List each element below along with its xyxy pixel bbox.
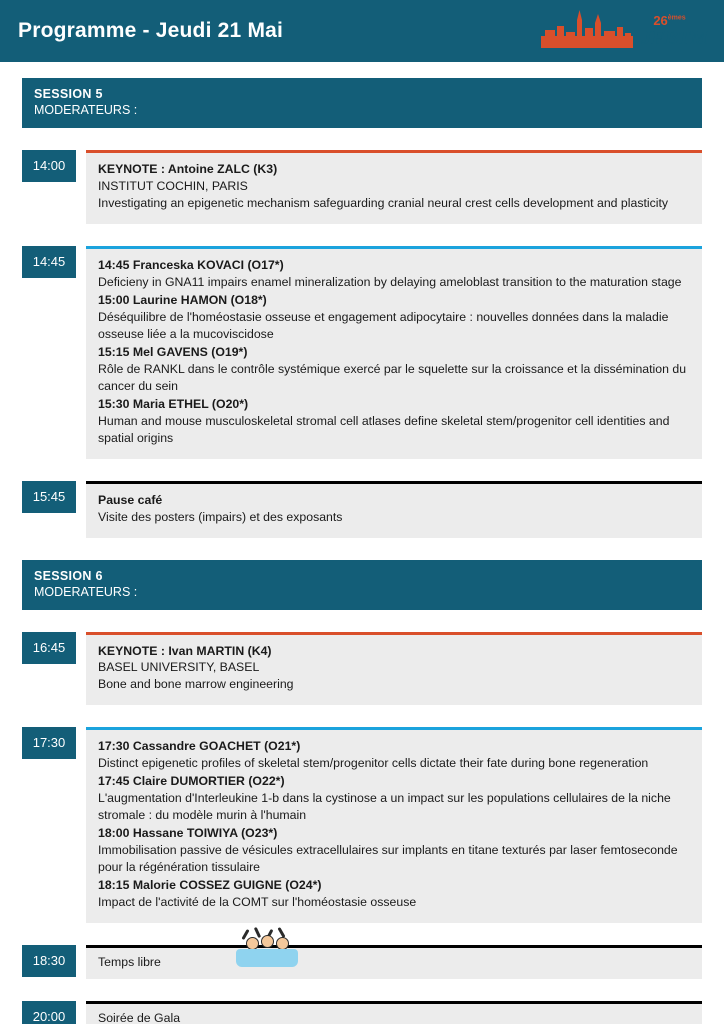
slot-line-text: Deficieny in GNA11 impairs enamel mineralization by delaying ameloblast transition to the maturation stage bbox=[98, 274, 682, 289]
slot-line-title: 17:30 Cassandre GOACHET (O21*) bbox=[98, 739, 301, 754]
slot-time: 20:00 bbox=[22, 1001, 76, 1024]
schedule-slot bbox=[22, 727, 702, 923]
schedule-slot bbox=[22, 481, 702, 538]
session-moderators: MODERATEURS : bbox=[34, 584, 138, 599]
slot-time: 14:00 bbox=[22, 150, 76, 182]
slot-line-text: BASEL UNIVERSITY, BASEL bbox=[98, 660, 260, 675]
slot-body bbox=[86, 150, 702, 224]
slot-body bbox=[86, 727, 702, 923]
slot-line-text: Soirée de Gala bbox=[98, 1011, 181, 1024]
slot-line-title: KEYNOTE : Antoine ZALC (K3) bbox=[98, 162, 278, 176]
slot-line-title: 18:00 Hassane TOIWIYA (O23*) bbox=[98, 826, 278, 841]
jfbtm-text: JFBTM bbox=[641, 27, 708, 49]
slot-time: 16:45 bbox=[22, 632, 76, 664]
congress-logo bbox=[541, 6, 708, 48]
session-banner bbox=[22, 78, 702, 128]
slot-line-text: Visite des posters (impairs) et des exposants bbox=[98, 509, 343, 524]
schedule-slot bbox=[22, 945, 702, 979]
session-banner bbox=[22, 560, 702, 610]
swimmers-icon bbox=[236, 927, 298, 967]
slot-line-text: INSTITUT COCHIN, PARIS bbox=[98, 178, 248, 193]
edition-number: 26èmes bbox=[653, 13, 686, 28]
city-skyline-icon bbox=[541, 6, 633, 48]
slot-time: 14:45 bbox=[22, 246, 76, 278]
slot-line-title: 15:00 Laurine HAMON (O18*) bbox=[98, 292, 267, 307]
slot-line-text: Investigating an epigenetic mechanism safeguarding cranial neural crest cells development and plasticity bbox=[98, 195, 669, 210]
slot-line-title: KEYNOTE : Ivan MARTIN (K4) bbox=[98, 643, 272, 658]
schedule-slot bbox=[22, 150, 702, 224]
slot-body bbox=[86, 632, 702, 706]
slot-line-title: 15:15 Mel GAVENS (O19*) bbox=[98, 344, 248, 359]
slot-line-title: 17:45 Claire DUMORTIER (O22*) bbox=[98, 774, 285, 789]
slot-time: 15:45 bbox=[22, 481, 76, 513]
page-header bbox=[0, 0, 724, 62]
slot-body bbox=[86, 481, 702, 538]
slot-line-title: 18:15 Malorie COSSEZ GUIGNE (O24*) bbox=[98, 878, 322, 893]
slot-body bbox=[86, 246, 702, 459]
page-title: Programme - Jeudi 21 Mai bbox=[18, 19, 284, 42]
schedule-slot bbox=[22, 246, 702, 459]
slot-line-title: 14:45 Franceska KOVACI (O17*) bbox=[98, 257, 284, 272]
slot-line-text: L'augmentation d'Interleukine 1-b dans la cystinose a un impact sur les populations cellulaires de la niche stromale : du modèle murin à l'humain bbox=[98, 791, 671, 823]
slot-line-text: Human and mouse musculoskeletal stromal cell atlases define skeletal stem/progenitor cell identities and spatial origins bbox=[98, 413, 670, 445]
slot-time: 17:30 bbox=[22, 727, 76, 759]
slot-line-text: Immobilisation passive de vésicules extracellulaires sur implants en titane texturés par laser femtoseconde pour la régénération tissulaire bbox=[98, 843, 678, 875]
slot-line-text: Distinct epigenetic profiles of skeletal stem/progenitor cells dictate their fate during bone regeneration bbox=[98, 756, 649, 771]
slot-time: 18:30 bbox=[22, 945, 76, 977]
programme-content bbox=[0, 62, 724, 1024]
slot-line-title: 15:30 Maria ETHEL (O20*) bbox=[98, 396, 249, 411]
slot-line-title: Pause café bbox=[98, 492, 163, 507]
slot-line-text: Bone and bone marrow engineering bbox=[98, 677, 294, 692]
slot-body bbox=[86, 945, 702, 979]
session-moderators: MODERATEURS : bbox=[34, 103, 138, 117]
slot-line-text: Temps libre bbox=[98, 955, 161, 970]
jfbtm-wordmark bbox=[641, 13, 708, 49]
session-title: SESSION 5 bbox=[34, 87, 103, 101]
schedule-slot bbox=[22, 1001, 702, 1024]
slot-line-text: Impact de l'activité de la COMT sur l'homéostasie osseuse bbox=[98, 895, 417, 910]
slot-line-text: Rôle de RANKL dans le contrôle systémique exercé par le squelette sur la croissance et la dissémination du cancer du sein bbox=[98, 361, 687, 393]
slot-body bbox=[86, 1001, 702, 1024]
slot-line-text: Déséquilibre de l'homéostasie osseuse et engagement adipocytaire : nouvelles données dans la maladie osseuse liée a la mucoviscidose bbox=[98, 309, 669, 341]
schedule-slot bbox=[22, 632, 702, 706]
session-title: SESSION 6 bbox=[34, 568, 103, 583]
